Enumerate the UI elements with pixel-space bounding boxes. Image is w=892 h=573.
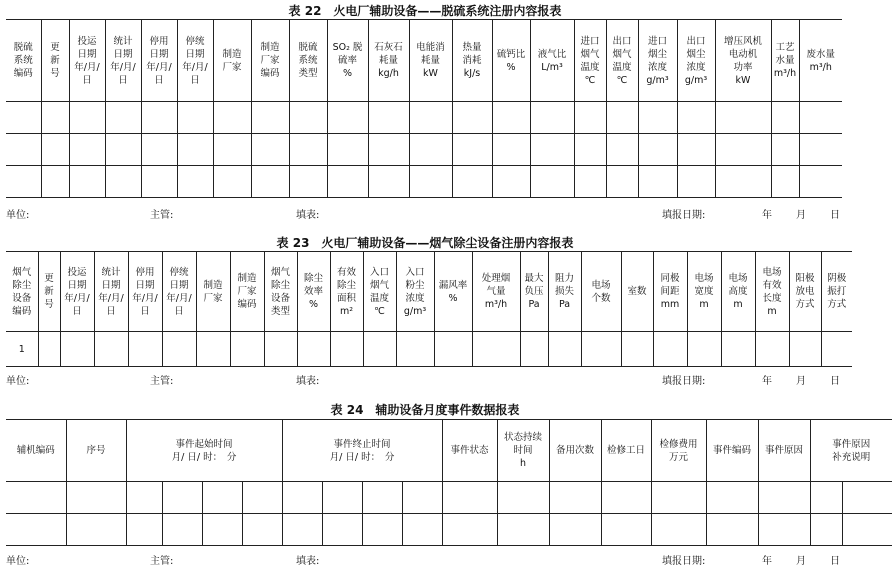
table-row — [6, 166, 842, 198]
table24-footer — [6, 552, 842, 566]
table-cell[interactable] — [687, 332, 721, 367]
t23-header-cell: 统计 日期 年/月/ 日 — [94, 252, 128, 332]
t22-header-cell: 停统 日期 年/月/ 日 — [177, 20, 213, 102]
t22-header-cell: 制造 厂家 — [213, 20, 251, 102]
t24-header-cell: 序号 — [66, 420, 126, 482]
table-cell[interactable] — [842, 514, 892, 546]
table-cell[interactable] — [530, 134, 574, 166]
table-cell[interactable] — [141, 134, 177, 166]
t22-header-cell: 工艺 水量 m³/h — [771, 20, 799, 102]
t22-header-cell: 进口 烟尘 浓度 g/m³ — [638, 20, 677, 102]
table-cell[interactable] — [322, 482, 362, 514]
unit-label: 单位: — [6, 210, 30, 221]
t23-header-cell: 投运 日期 年/月/ 日 — [60, 252, 94, 332]
table-cell[interactable] — [6, 514, 66, 546]
table-cell[interactable] — [126, 514, 162, 546]
table-cell[interactable] — [799, 166, 842, 198]
table-cell[interactable] — [242, 482, 282, 514]
table-cell[interactable] — [177, 134, 213, 166]
t22-header-cell: 统计 日期 年/月/ 日 — [105, 20, 141, 102]
t22-header-cell: 出口 烟气 温度 ℃ — [606, 20, 638, 102]
day-label: 日 — [830, 556, 840, 567]
table-cell[interactable] — [715, 102, 771, 134]
table-cell[interactable] — [638, 134, 677, 166]
table-cell[interactable] — [715, 166, 771, 198]
table-cell[interactable] — [638, 102, 677, 134]
table-cell[interactable] — [651, 514, 706, 546]
table-cell[interactable] — [452, 102, 492, 134]
table-cell[interactable] — [402, 514, 442, 546]
table-cell[interactable] — [771, 134, 799, 166]
table-cell[interactable] — [621, 332, 653, 367]
table-cell[interactable] — [230, 332, 264, 367]
unit-label: 单位: — [6, 556, 30, 567]
table-cell[interactable] — [105, 166, 141, 198]
table-cell[interactable] — [289, 134, 327, 166]
table-cell[interactable] — [322, 514, 362, 546]
table-cell[interactable] — [472, 332, 520, 367]
dust-removal-registration-table — [6, 251, 852, 367]
table24-title: 表 24 辅助设备月度事件数据报表 — [330, 403, 520, 417]
table-cell[interactable] — [452, 134, 492, 166]
table-cell[interactable] — [363, 332, 396, 367]
t23-header-cell: 有效 除尘 面积 m² — [330, 252, 363, 332]
filler-label: 填表: — [296, 556, 320, 567]
table-cell[interactable] — [442, 482, 497, 514]
month-label: 月 — [796, 210, 806, 221]
table22-title: 表 22 火电厂辅助设备——脱硫系统注册内容报表 — [288, 4, 562, 18]
table-row — [6, 134, 842, 166]
table-row — [6, 482, 892, 514]
table-row — [6, 514, 892, 546]
table-cell[interactable] — [242, 514, 282, 546]
t22-header-cell: 投运 日期 年/月/ 日 — [69, 20, 105, 102]
t22-header-cell: 脱硫 系统 编码 — [6, 20, 41, 102]
table-cell[interactable] — [651, 482, 706, 514]
table-cell[interactable] — [177, 102, 213, 134]
table-cell[interactable] — [549, 514, 601, 546]
table-cell[interactable] — [638, 166, 677, 198]
table-cell[interactable] — [251, 166, 289, 198]
table-cell[interactable] — [330, 332, 363, 367]
unit-label: 单位: — [6, 376, 30, 387]
t23-header-cell: 入口 粉尘 浓度 g/m³ — [396, 252, 434, 332]
t24-header-cell: 辅机编码 — [6, 420, 66, 482]
t23-header-cell: 制造 厂家 编码 — [230, 252, 264, 332]
table-cell[interactable] — [162, 514, 202, 546]
table-cell[interactable] — [492, 134, 530, 166]
table-cell[interactable] — [721, 332, 755, 367]
table-cell[interactable] — [327, 134, 368, 166]
table-cell[interactable] — [842, 482, 892, 514]
table-cell[interactable] — [264, 332, 297, 367]
table-cell[interactable] — [66, 514, 126, 546]
table-cell[interactable] — [41, 166, 69, 198]
table-cell[interactable] — [402, 482, 442, 514]
table-cell[interactable]: 1 — [6, 332, 38, 367]
t24-header-cell: 事件起始时间 月/ 日/ 时： 分 — [126, 420, 282, 482]
t23-header-cell: 室数 — [621, 252, 653, 332]
table-cell[interactable] — [6, 482, 66, 514]
t22-header-cell: 电能消 耗量 kW — [409, 20, 452, 102]
table-cell[interactable] — [41, 134, 69, 166]
table22-footer — [6, 206, 842, 220]
table-cell[interactable] — [69, 166, 105, 198]
table-cell[interactable] — [574, 102, 606, 134]
table-cell[interactable] — [810, 514, 842, 546]
table-cell[interactable] — [601, 482, 651, 514]
day-label: 日 — [830, 210, 840, 221]
t23-header-cell: 入口 烟气 温度 ℃ — [363, 252, 396, 332]
report-date-label: 填报日期: — [662, 556, 706, 567]
filler-label: 填表: — [296, 210, 320, 221]
table-cell[interactable] — [530, 102, 574, 134]
table-cell[interactable] — [69, 102, 105, 134]
t22-header-cell: 出口 烟尘 浓度 g/m³ — [677, 20, 715, 102]
t23-header-cell: 电场 有效 长度 m — [755, 252, 789, 332]
table-cell[interactable] — [715, 134, 771, 166]
year-label: 年 — [762, 376, 772, 387]
t23-header-cell: 阳极 放电 方式 — [789, 252, 821, 332]
t22-header-cell: 进口 烟气 温度 ℃ — [574, 20, 606, 102]
table-cell[interactable] — [606, 102, 638, 134]
table23-title: 表 23 火电厂辅助设备——烟气除尘设备注册内容报表 — [276, 236, 574, 250]
table-cell[interactable] — [771, 102, 799, 134]
t23-header-cell: 电场 高度 m — [721, 252, 755, 332]
t24-header-cell: 事件终止时间 月/ 日/ 时： 分 — [282, 420, 442, 482]
table-cell[interactable] — [289, 102, 327, 134]
table-cell[interactable] — [520, 332, 548, 367]
t24-header-cell: 状态持续 时间 h — [497, 420, 549, 482]
table-cell[interactable] — [789, 332, 821, 367]
t24-header-cell: 事件原因 — [758, 420, 810, 482]
t24-header-cell: 事件状态 — [442, 420, 497, 482]
monthly-event-data-table — [6, 419, 892, 546]
table23-header-row — [6, 252, 852, 332]
t22-header-cell: 脱硫 系统 类型 — [289, 20, 327, 102]
table-cell[interactable] — [6, 166, 41, 198]
table-cell[interactable] — [581, 332, 621, 367]
table-cell[interactable] — [105, 102, 141, 134]
table-cell[interactable] — [6, 102, 41, 134]
day-label: 日 — [830, 376, 840, 387]
t23-header-cell: 阻力 损失 Pa — [548, 252, 581, 332]
table-cell[interactable] — [362, 482, 402, 514]
table-cell[interactable] — [799, 134, 842, 166]
table-cell[interactable] — [128, 332, 162, 367]
table-cell[interactable] — [202, 482, 242, 514]
table-cell[interactable] — [6, 134, 41, 166]
t23-header-cell: 漏风率 % — [434, 252, 472, 332]
t22-header-cell: 停用 日期 年/月/ 日 — [141, 20, 177, 102]
table-cell[interactable] — [38, 332, 60, 367]
table-cell[interactable] — [706, 482, 758, 514]
t23-header-cell: 最大 负压 Pa — [520, 252, 548, 332]
t22-header-cell: 硫钙比 % — [492, 20, 530, 102]
supervisor-label: 主管: — [150, 376, 174, 387]
table24-header-row — [6, 420, 892, 482]
filler-label: 填表: — [296, 376, 320, 387]
table-cell[interactable] — [492, 102, 530, 134]
t23-header-cell: 电场 宽度 m — [687, 252, 721, 332]
table-cell[interactable] — [94, 332, 128, 367]
table22-header-row — [6, 20, 842, 102]
table-cell[interactable] — [758, 514, 810, 546]
table-cell[interactable] — [196, 332, 230, 367]
t23-header-cell: 制造 厂家 — [196, 252, 230, 332]
table-cell[interactable] — [327, 102, 368, 134]
table-cell[interactable] — [677, 102, 715, 134]
t24-header-cell: 检修费用 万元 — [651, 420, 706, 482]
table-cell[interactable] — [549, 482, 601, 514]
t22-header-cell: 液气比 L/m³ — [530, 20, 574, 102]
table-cell[interactable] — [213, 134, 251, 166]
table-cell[interactable] — [409, 102, 452, 134]
table-cell[interactable] — [799, 102, 842, 134]
table-cell[interactable] — [141, 166, 177, 198]
table-cell[interactable] — [706, 514, 758, 546]
table-cell[interactable] — [202, 514, 242, 546]
table-cell[interactable] — [601, 514, 651, 546]
t22-header-cell: 增压风机 电动机 功率 kW — [715, 20, 771, 102]
table-cell[interactable] — [409, 134, 452, 166]
table-cell[interactable] — [434, 332, 472, 367]
table-cell[interactable] — [162, 332, 196, 367]
t23-header-cell: 更 新 号 — [38, 252, 60, 332]
table-cell[interactable] — [758, 482, 810, 514]
table-cell[interactable] — [362, 514, 402, 546]
supervisor-label: 主管: — [150, 556, 174, 567]
table-cell[interactable] — [289, 166, 327, 198]
report-date-label: 填报日期: — [662, 210, 706, 221]
year-label: 年 — [762, 556, 772, 567]
table-cell[interactable] — [162, 482, 202, 514]
table-cell[interactable] — [497, 482, 549, 514]
month-label: 月 — [796, 376, 806, 387]
table-cell[interactable] — [327, 166, 368, 198]
table-cell[interactable] — [41, 102, 69, 134]
table-cell[interactable] — [574, 166, 606, 198]
t23-header-cell: 处理烟 气量 m³/h — [472, 252, 520, 332]
t24-header-cell: 事件编码 — [706, 420, 758, 482]
supervisor-label: 主管: — [150, 210, 174, 221]
t22-header-cell: 制造 厂家 编码 — [251, 20, 289, 102]
table-cell[interactable] — [368, 102, 409, 134]
table-cell[interactable] — [653, 332, 687, 367]
table-cell[interactable] — [282, 514, 322, 546]
table-cell[interactable] — [396, 332, 434, 367]
table-cell[interactable] — [548, 332, 581, 367]
table-cell[interactable] — [606, 166, 638, 198]
table-cell[interactable] — [141, 102, 177, 134]
t24-header-cell: 备用次数 — [549, 420, 601, 482]
table-cell[interactable] — [530, 166, 574, 198]
t23-header-cell: 停用 日期 年/月/ 日 — [128, 252, 162, 332]
desulfurization-registration-table — [6, 19, 842, 198]
table-cell[interactable] — [66, 482, 126, 514]
t22-header-cell: 石灰石 耗量 kg/h — [368, 20, 409, 102]
t23-header-cell: 烟气 除尘 设备 类型 — [264, 252, 297, 332]
t23-header-cell: 同极 间距 mm — [653, 252, 687, 332]
t23-header-cell: 停统 日期 年/月/ 日 — [162, 252, 196, 332]
table-cell[interactable] — [368, 166, 409, 198]
table-cell[interactable] — [755, 332, 789, 367]
table-cell[interactable] — [105, 134, 141, 166]
report-date-label: 填报日期: — [662, 376, 706, 387]
table-cell[interactable] — [251, 102, 289, 134]
table-cell[interactable] — [492, 166, 530, 198]
table-cell[interactable] — [213, 166, 251, 198]
table-cell[interactable] — [497, 514, 549, 546]
t22-header-cell: SO₂ 脱 硫率 % — [327, 20, 368, 102]
table23-footer — [6, 372, 842, 386]
t22-header-cell: 热量 消耗 kJ/s — [452, 20, 492, 102]
table-cell[interactable] — [677, 134, 715, 166]
table-cell[interactable] — [442, 514, 497, 546]
t23-header-cell: 阴极 振打 方式 — [821, 252, 852, 332]
month-label: 月 — [796, 556, 806, 567]
table-cell[interactable] — [60, 332, 94, 367]
table-cell[interactable] — [297, 332, 330, 367]
table-cell[interactable] — [810, 482, 842, 514]
table-cell[interactable] — [606, 134, 638, 166]
table-cell[interactable] — [282, 482, 322, 514]
year-label: 年 — [762, 210, 772, 221]
t24-header-cell: 事件原因 补充说明 — [810, 420, 892, 482]
table-cell[interactable] — [251, 134, 289, 166]
t23-header-cell: 电场 个数 — [581, 252, 621, 332]
table-cell[interactable] — [821, 332, 852, 367]
t23-header-cell: 除尘 效率 % — [297, 252, 330, 332]
table-cell[interactable] — [368, 134, 409, 166]
t22-header-cell: 废水量 m³/h — [799, 20, 842, 102]
table-cell[interactable] — [213, 102, 251, 134]
table-row — [6, 102, 842, 134]
table-cell[interactable] — [677, 166, 715, 198]
table-cell[interactable] — [126, 482, 162, 514]
table-cell[interactable] — [574, 134, 606, 166]
t22-header-cell: 更 新 号 — [41, 20, 69, 102]
t23-header-cell: 烟气 除尘 设备 编码 — [6, 252, 38, 332]
table-cell[interactable] — [69, 134, 105, 166]
table-cell[interactable] — [409, 166, 452, 198]
table-row — [6, 332, 852, 367]
table-cell[interactable] — [771, 166, 799, 198]
table-cell[interactable] — [452, 166, 492, 198]
table-cell[interactable] — [177, 166, 213, 198]
t24-header-cell: 检修工日 — [601, 420, 651, 482]
